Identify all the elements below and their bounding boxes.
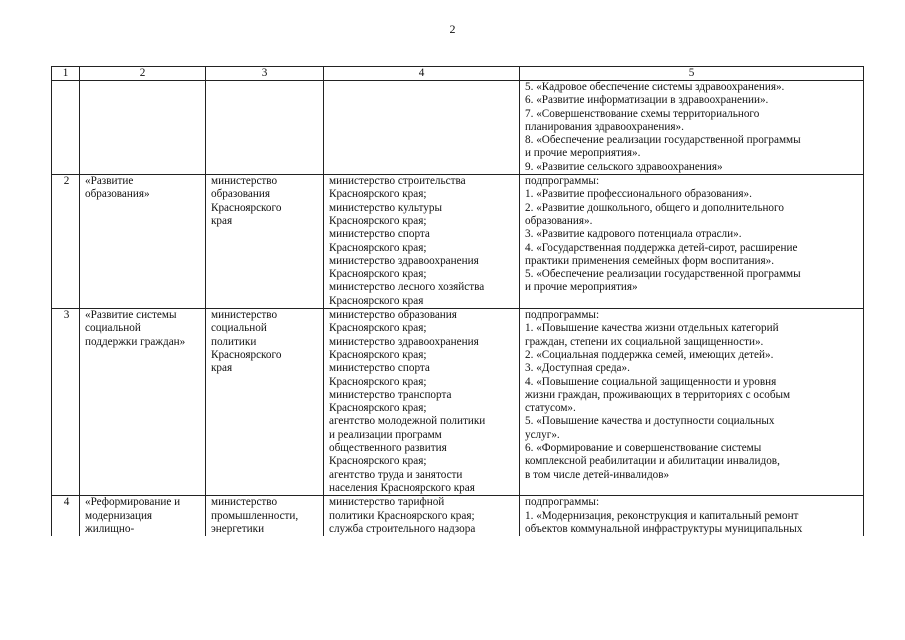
co-executors-cell: [324, 309, 520, 496]
cell-line: министерство здравоохранения: [329, 254, 479, 267]
co-executors-cell: [324, 175, 520, 309]
cell-line: граждан, степени их социальной защищенности».: [525, 335, 764, 348]
responsible-cell: [206, 496, 324, 536]
cell-line: подпрограммы:: [525, 309, 600, 322]
cell-line: Красноярского: [211, 348, 282, 361]
cell-line: 6. «Развитие информатизации в здравоохранении».: [525, 94, 769, 107]
cell-line: образования».: [525, 214, 593, 227]
cell-line: министерство культуры: [329, 201, 442, 214]
cell-line: 3. «Развитие кадрового потенциала отрасли».: [525, 228, 742, 241]
header-col-4: 4: [324, 67, 520, 81]
cell-line: министерство спорта: [329, 228, 430, 241]
cell-line: 3. «Доступная среда».: [525, 362, 630, 375]
cell-line: в том числе детей-инвалидов»: [525, 468, 670, 481]
co-executors-cell: [324, 496, 520, 536]
cell-line: Красноярского края;: [329, 322, 427, 335]
cell-line: жизни граждан, проживающих в территориях с особым: [525, 388, 791, 401]
cell-line: статусом».: [525, 402, 576, 415]
cell-line: агентство труда и занятости: [329, 468, 463, 481]
cell-line: министерство спорта: [329, 362, 430, 375]
cell-line: социальной: [211, 322, 267, 335]
co-executors-cell: [324, 81, 520, 175]
cell-line: министерство: [211, 309, 278, 322]
cell-line: 4. «Государственная поддержка детей-сирот, расширение: [525, 241, 798, 254]
cell-line: комплексной реабилитации и абилитации инвалидов,: [525, 455, 780, 468]
cell-line: «Развитие системы: [85, 309, 177, 322]
subprograms-cell: [520, 496, 864, 536]
page-number: 2: [449, 22, 456, 36]
programs-table: [51, 66, 864, 536]
cell-line: социальной: [85, 322, 141, 335]
program-cell: [80, 175, 206, 309]
header-col-1: 1: [52, 67, 80, 81]
cell-line: практики применения семейных форм воспитания».: [525, 254, 775, 267]
program-cell: [80, 309, 206, 496]
cell-line: политики: [211, 335, 257, 348]
cell-line: 1. «Модернизация, реконструкция и капитальный ремонт: [525, 509, 799, 522]
row-number-cell: 4: [52, 496, 80, 536]
cell-line: агентство молодежной политики: [329, 415, 486, 428]
cell-line: подпрограммы:: [525, 496, 600, 509]
cell-line: подпрограммы:: [525, 175, 600, 188]
cell-line: министерство лесного хозяйства: [329, 281, 485, 294]
header-row: [52, 67, 864, 81]
header-col-5: 5: [520, 67, 864, 81]
cell-line: 1. «Развитие профессионального образования».: [525, 188, 752, 201]
cell-line: и прочие мероприятия»: [525, 281, 638, 294]
cell-line: образования: [211, 188, 271, 201]
header-col-3: 3: [206, 67, 324, 81]
cell-line: министерство: [211, 496, 278, 509]
row-number-cell: 3: [52, 309, 80, 496]
table-row: [52, 175, 864, 309]
cell-line: Красноярского края;: [329, 214, 427, 227]
cell-line: 5. «Обеспечение реализации государственной программы: [525, 268, 801, 281]
cell-line: и реализации программ: [329, 428, 442, 441]
cell-line: министерство транспорта: [329, 388, 452, 401]
row-number-cell: [52, 81, 80, 175]
cell-line: населения Красноярского края: [329, 481, 475, 494]
table-body: [52, 81, 864, 537]
cell-line: поддержки граждан»: [85, 335, 186, 348]
cell-line: «Реформирование и: [85, 496, 181, 509]
subprograms-cell: [520, 175, 864, 309]
cell-line: 7. «Совершенствование схемы территориального: [525, 107, 760, 120]
cell-line: министерство образования: [329, 309, 457, 322]
cell-line: 4. «Повышение социальной защищенности и уровня: [525, 375, 777, 388]
subprograms-cell: [520, 309, 864, 496]
cell-line: Красноярского края: [329, 294, 424, 307]
cell-line: «Развитие: [85, 175, 134, 188]
cell-line: энергетики: [211, 522, 265, 535]
cell-line: Красноярского края;: [329, 402, 427, 415]
cell-line: услуг».: [525, 428, 560, 441]
cell-line: образования»: [85, 188, 150, 201]
cell-line: 8. «Обеспечение реализации государственной программы: [525, 134, 801, 147]
cell-line: политики Красноярского края;: [329, 509, 475, 522]
cell-line: министерство: [211, 175, 278, 188]
cell-line: Красноярского края;: [329, 188, 427, 201]
row-number-cell: 2: [52, 175, 80, 309]
cell-line: объектов коммунальной инфраструктуры муниципальных: [525, 522, 803, 535]
cell-line: 2. «Социальная поддержка семей, имеющих детей».: [525, 348, 774, 361]
cell-line: модернизация: [85, 509, 153, 522]
cell-line: министерство здравоохранения: [329, 335, 479, 348]
cell-line: общественного развития: [329, 442, 447, 455]
cell-line: 6. «Формирование и совершенствование системы: [525, 442, 762, 455]
cell-line: промышленности,: [211, 509, 299, 522]
cell-line: жилищно-: [85, 522, 135, 535]
cell-line: и прочие мероприятия».: [525, 147, 641, 160]
cell-line: края: [211, 214, 233, 227]
table-row: [52, 496, 864, 536]
cell-line: Красноярского края;: [329, 241, 427, 254]
cell-line: Красноярского края;: [329, 375, 427, 388]
cell-line: Красноярского края;: [329, 268, 427, 281]
table-row: [52, 81, 864, 175]
responsible-cell: [206, 81, 324, 175]
cell-line: 2. «Развитие дошкольного, общего и дополнительного: [525, 201, 784, 214]
cell-line: края: [211, 362, 233, 375]
cell-line: 5. «Кадровое обеспечение системы здравоохранения».: [525, 81, 785, 93]
cell-line: министерство тарифной: [329, 496, 445, 509]
cell-line: министерство строительства: [329, 175, 466, 188]
cell-line: Красноярского края;: [329, 455, 427, 468]
cell-line: 1. «Повышение качества жизни отдельных категорий: [525, 322, 779, 335]
subprograms-cell: [520, 81, 864, 175]
responsible-cell: [206, 175, 324, 309]
cell-line: служба строительного надзора: [329, 522, 476, 535]
responsible-cell: [206, 309, 324, 496]
cell-line: Красноярского: [211, 201, 282, 214]
cell-line: 9. «Развитие сельского здравоохранения»: [525, 160, 723, 173]
program-cell: [80, 496, 206, 536]
header-col-2: 2: [80, 67, 206, 81]
cell-line: планирования здравоохранения».: [525, 120, 684, 133]
program-cell: [80, 81, 206, 175]
cell-line: Красноярского края;: [329, 348, 427, 361]
cell-line: 5. «Повышение качества и доступности социальных: [525, 415, 775, 428]
table-row: [52, 309, 864, 496]
